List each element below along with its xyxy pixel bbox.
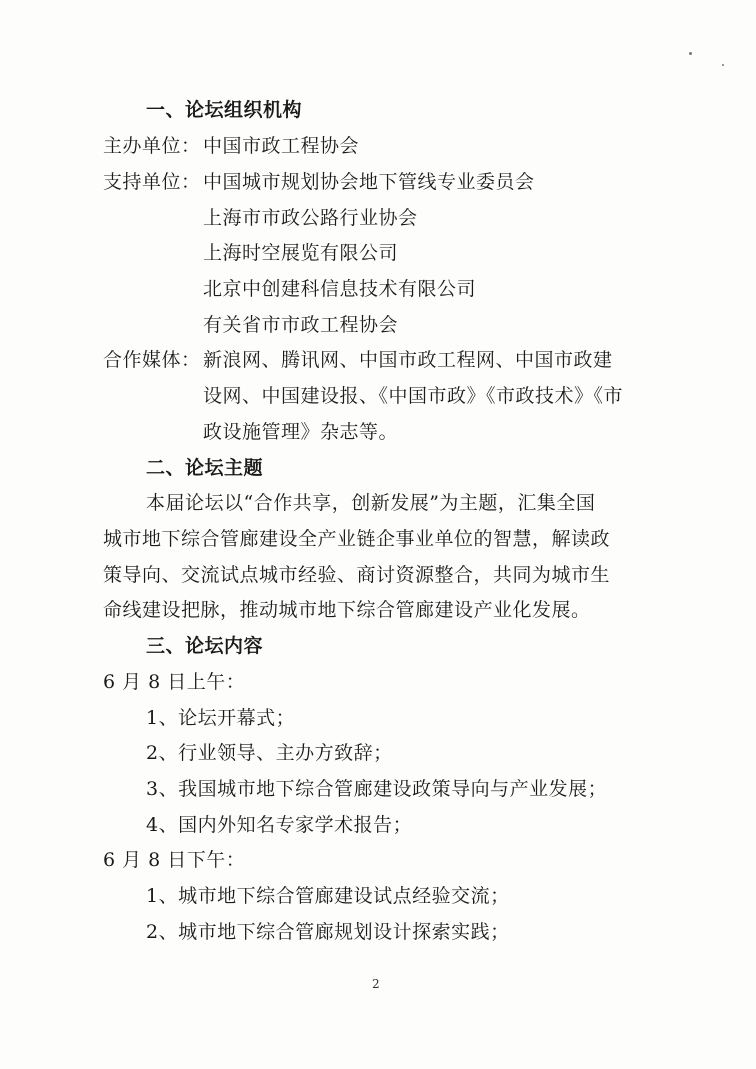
theme-line: 本届论坛以“合作共享，创新发展”为主题，汇集全国	[146, 492, 596, 514]
page-number: 2	[372, 977, 380, 991]
host-value: 中国市政工程协会	[203, 135, 360, 157]
scan-speck	[689, 52, 692, 55]
heading-theme: 二、论坛主题	[146, 457, 264, 479]
supporter-item: 中国城市规划协会地下管线专业委员会	[203, 171, 535, 193]
heading-organization: 一、论坛组织机构	[146, 99, 303, 121]
theme-line: 策导向、交流试点城市经验、商讨资源整合，共同为城市生	[103, 564, 611, 586]
supporter-item: 北京中创建科信息技术有限公司	[203, 278, 477, 300]
theme-line: 城市地下综合管廊建设全产业链企事业单位的智慧，解读政	[103, 528, 611, 550]
media-line: 政设施管理》杂志等。	[203, 421, 399, 443]
afternoon-label: 6 月 8 日下午：	[103, 849, 246, 871]
agenda-item: 2、行业领导、主办方致辞；	[146, 742, 393, 764]
theme-line: 命线建设把脉，推动城市地下综合管廊建设产业化发展。	[103, 599, 591, 621]
media-label: 合作媒体：	[103, 349, 201, 371]
support-label: 支持单位：	[103, 171, 201, 193]
agenda-item: 4、国内外知名专家学术报告；	[146, 814, 413, 836]
agenda-item: 1、论坛开幕式；	[146, 707, 296, 729]
media-line: 设网、中国建设报、《中国市政》《市政技术》《市	[203, 385, 624, 407]
supporter-item: 有关省市市政工程协会	[203, 314, 399, 336]
heading-content: 三、论坛内容	[146, 635, 264, 657]
host-label: 主办单位：	[103, 135, 201, 157]
agenda-item: 2、城市地下综合管廊规划设计探索实践；	[146, 921, 510, 943]
scan-speck	[722, 64, 724, 66]
morning-label: 6 月 8 日上午：	[103, 671, 246, 693]
agenda-item: 3、我国城市地下综合管廊建设政策导向与产业发展；	[146, 778, 608, 800]
supporter-item: 上海时空展览有限公司	[203, 242, 399, 264]
agenda-item: 1、城市地下综合管廊建设试点经验交流；	[146, 885, 510, 907]
media-line: 新浪网、腾讯网、中国市政工程网、中国市政建	[203, 349, 613, 371]
supporter-item: 上海市市政公路行业协会	[203, 207, 418, 229]
